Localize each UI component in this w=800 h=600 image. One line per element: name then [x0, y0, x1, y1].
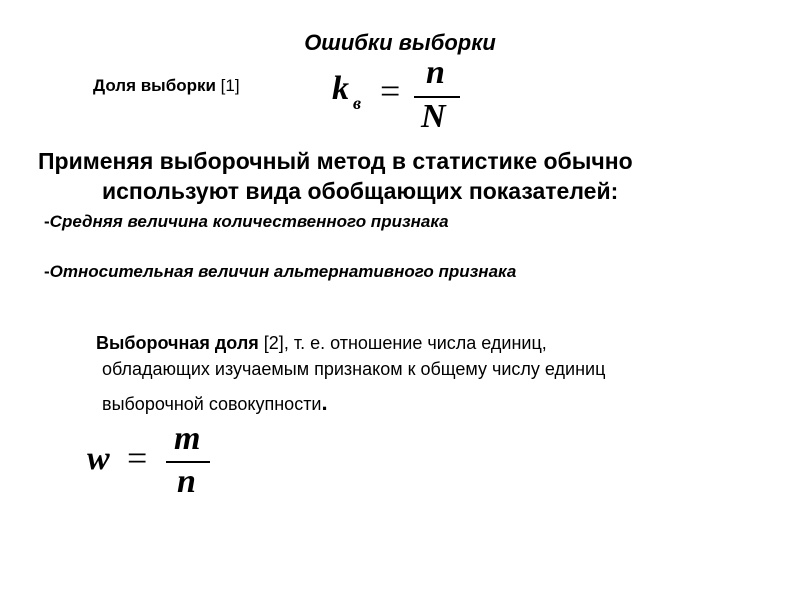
- formula2-lhs: w: [87, 440, 110, 477]
- list-item-dash: -: [44, 212, 50, 231]
- list-item-dash: -: [44, 262, 50, 281]
- slide-title: Ошибки выборки: [304, 30, 496, 55]
- formula1-lhs-subscript: в: [353, 93, 362, 113]
- definition-line-2: обладающих изучаемым признаком к общему числу единиц: [102, 359, 606, 379]
- formula1-numerator: n: [426, 54, 445, 91]
- formula1-denominator: N: [421, 98, 446, 135]
- definition-line-1: , т. е. отношение числа единиц,: [283, 333, 547, 353]
- formula1-equals: =: [380, 71, 401, 111]
- definition-line-3-wrap: [96, 390, 605, 417]
- formula2-denominator: n: [177, 463, 196, 500]
- definition-line-3: выборочной совокупности: [102, 394, 322, 414]
- list-item: [44, 262, 516, 282]
- sample-share-label: [93, 76, 240, 96]
- definition-ref: [2]: [263, 333, 284, 353]
- lead-line-1: Применяя выборочный метод в статистике обычно: [38, 148, 633, 174]
- list-item: [44, 212, 449, 232]
- definition-period: .: [321, 390, 328, 415]
- sample-share-term: Доля выборки: [93, 76, 216, 95]
- formula2-numerator: m: [174, 420, 201, 457]
- formula1-lhs: k: [332, 70, 349, 107]
- definition-term: Выборочная доля: [96, 333, 259, 353]
- sample-share-ref: [1]: [220, 76, 240, 95]
- lead-line-2: используют вида обобщающих показателей:: [102, 178, 619, 204]
- list-item-text: Средняя величина количественного признака: [49, 212, 449, 231]
- list-item-text: Относительная величин альтернативного признака: [49, 262, 517, 281]
- sample-proportion-definition: [96, 330, 605, 417]
- lead-statement: [38, 146, 633, 206]
- formula2-equals: =: [127, 438, 148, 478]
